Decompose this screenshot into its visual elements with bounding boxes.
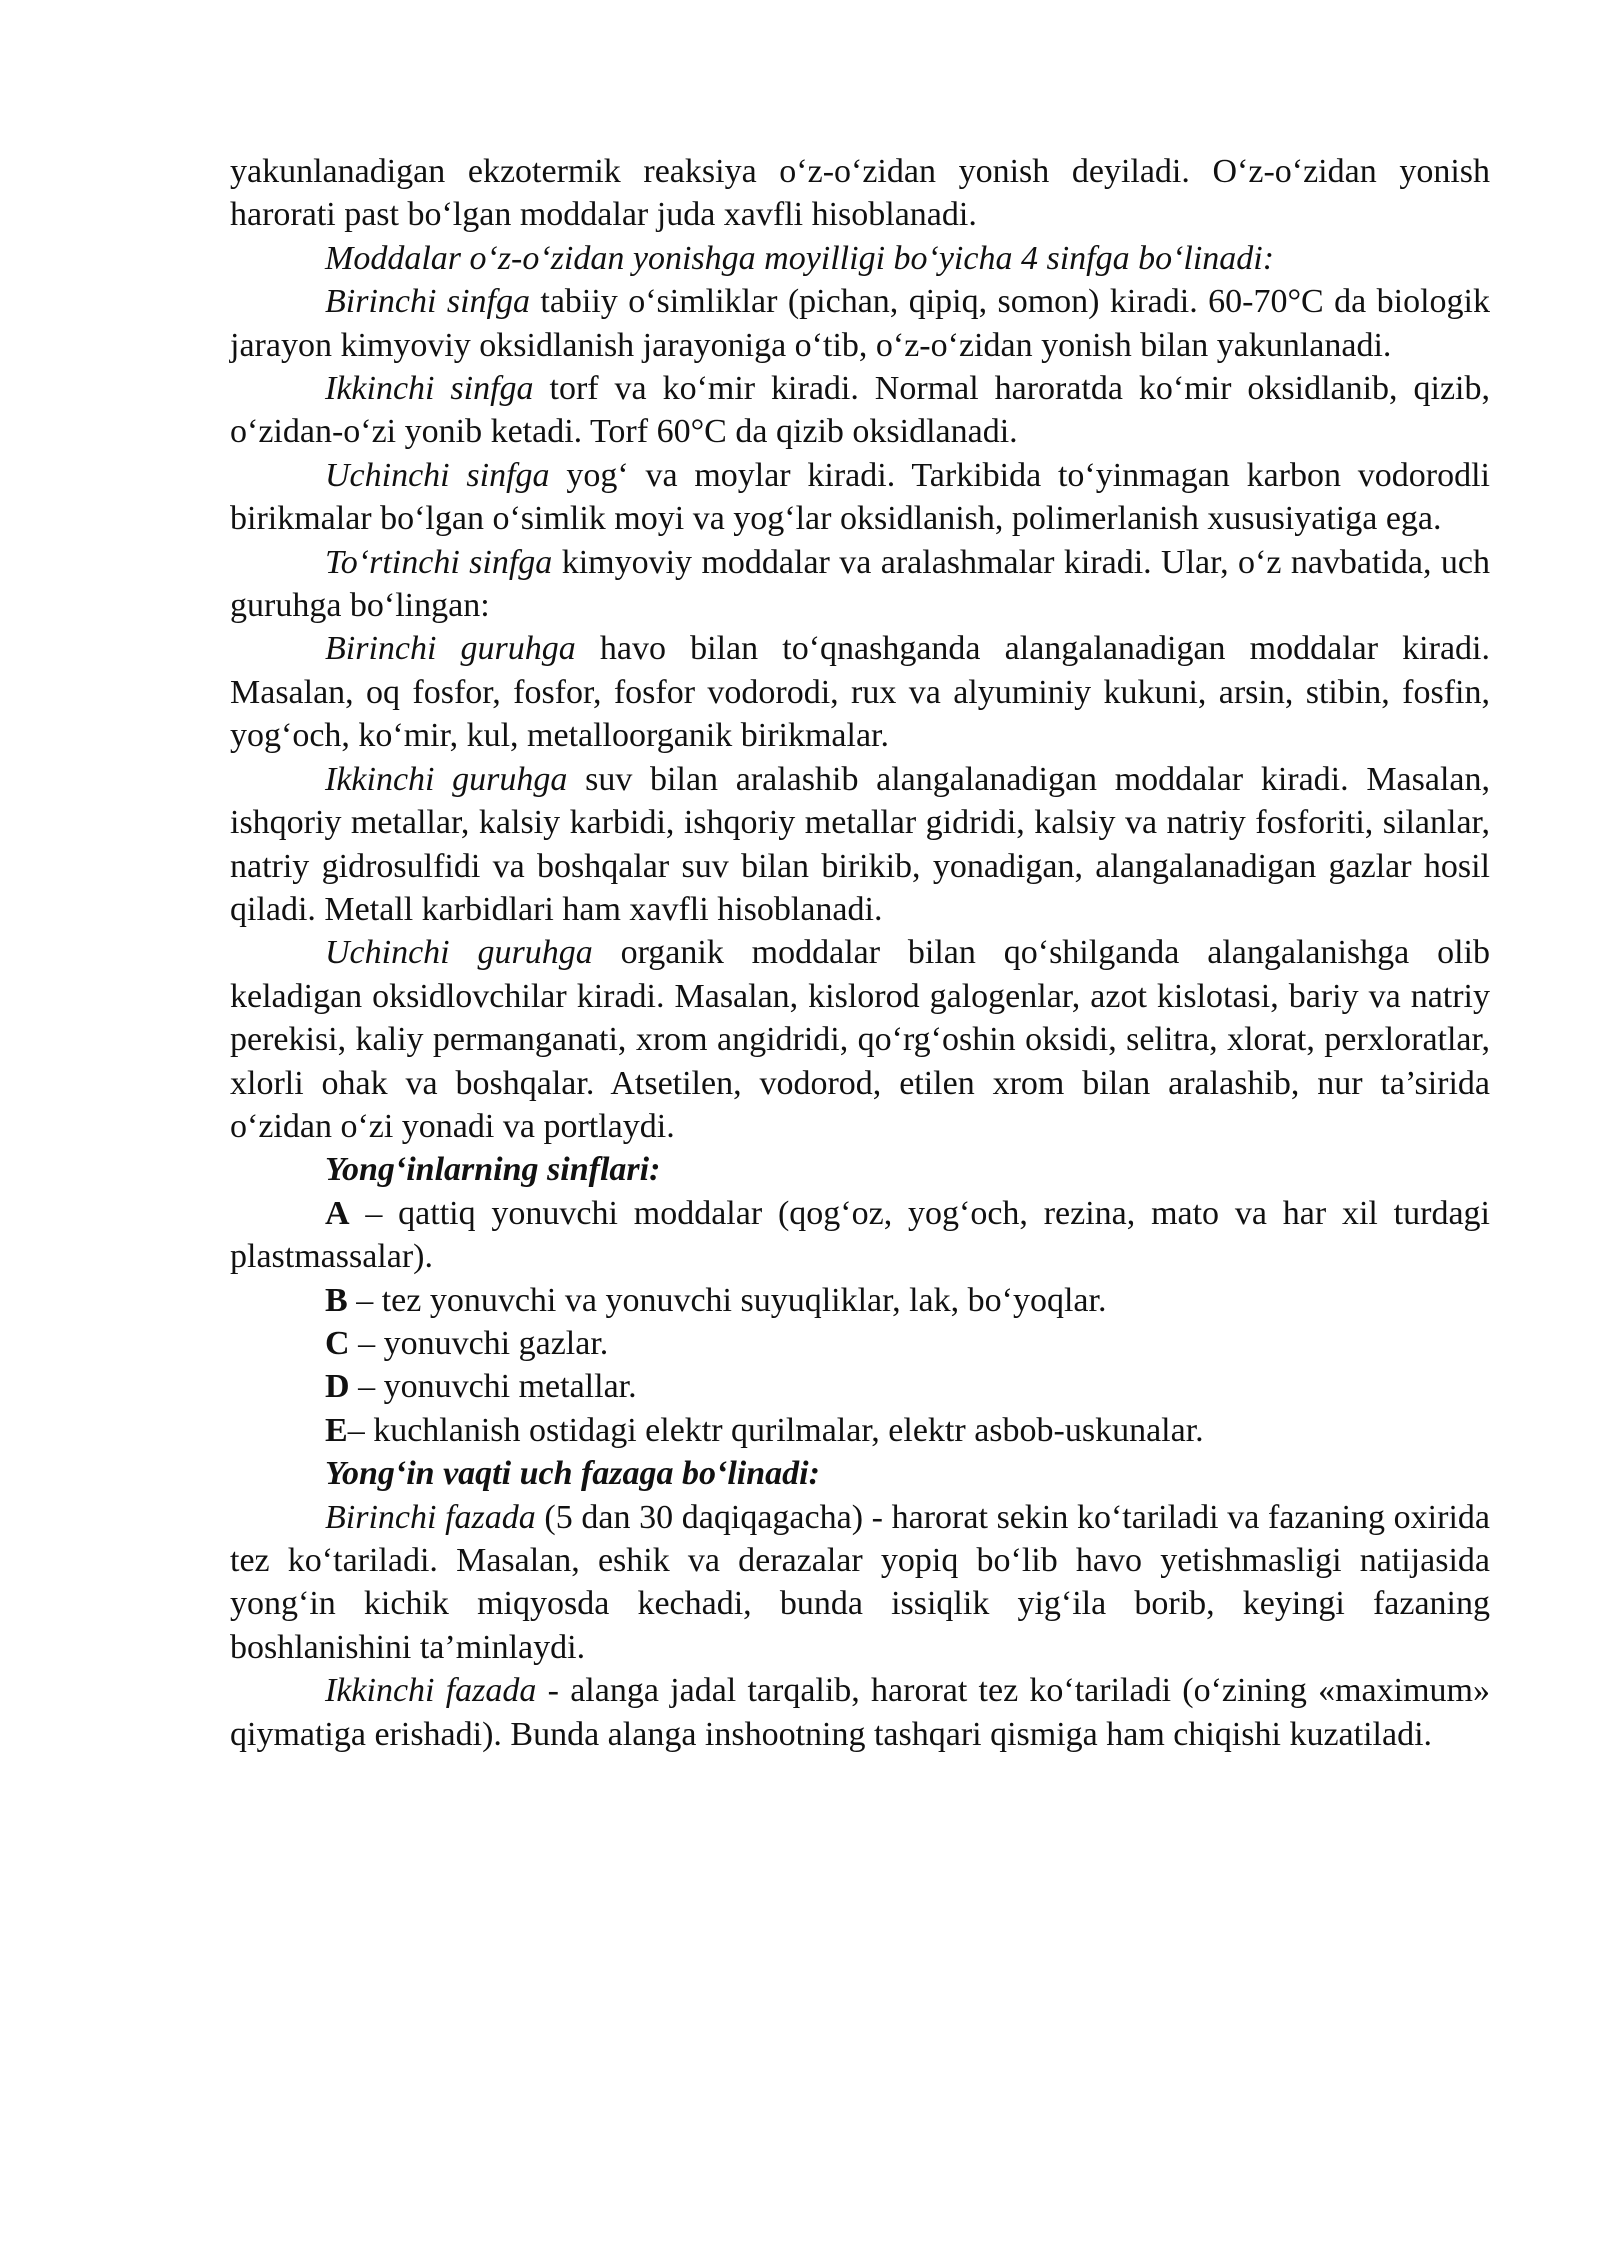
section-heading — [230, 1452, 1490, 1495]
paragraph-lead: To‘rtinchi sinfga — [325, 543, 553, 581]
paragraph-lead: Uchinchi guruhga — [325, 934, 593, 972]
fire-class-item — [230, 1192, 1490, 1279]
fire-class-item — [230, 1365, 1490, 1408]
paragraph-text: organik moddalar bilan qo‘shilganda alangalanishga olib keladigan oksidlovchilar kiradi. Masalan, kislorod galogenlar, azot kislotasi, bariy va natriy perekisi, kaliy permanganati, xrom angidridi, qo‘rg‘oshin oksidi, selitra, xlorat, perxloratlar, xlorli ohak va boshqalar. Atsetilen, vodorod, etilen xrom bilan aralashib, nur ta’sirida o‘zidan o‘zi yonadi va portlaydi. — [230, 934, 1491, 1145]
class-paragraph — [230, 280, 1490, 367]
paragraph-text: (5 dan 30 daqiqagacha) - harorat sekin ko‘tariladi va fazaning oxirida tez ko‘tariladi. Masalan, eshik va derazalar yopiq bo‘lib havo yetishmasligi natijasida yong‘in kichik miqyosda kechadi, bunda issiqlik yig‘ila borib, keyingi fazaning boshlanishini ta’minlaydi. — [230, 1498, 1490, 1666]
fire-class-text: – yonuvchi metallar. — [349, 1368, 637, 1406]
paragraph-lead: Uchinchi sinfga — [325, 456, 550, 494]
fire-class-text: – yonuvchi gazlar. — [349, 1324, 609, 1362]
fire-class-text: – tez yonuvchi va yonuvchi suyuqliklar, lak, bo‘yoqlar. — [347, 1281, 1107, 1319]
paragraph-text: yakunlanadigan ekzotermik reaksiya o‘z-o‘zidan yonish deyiladi. O‘z-o‘zidan yonish harorati past bo‘lgan moddalar juda xavfli hisoblanadi. — [230, 153, 1490, 234]
paragraph-lead: Ikkinchi fazada — [325, 1672, 537, 1710]
paragraph — [230, 150, 1490, 237]
fire-class-text: – qattiq yonuvchi moddalar (qog‘oz, yog‘och, rezina, mato va har xil turdagi plastmassalar). — [230, 1194, 1490, 1276]
group-paragraph — [230, 931, 1490, 1148]
paragraph-lead: Ikkinchi guruhga — [325, 760, 568, 798]
paragraph-text: kimyoviy moddalar va aralashmalar kiradi. Ular, o‘z navbatida, uch guruhga bo‘lingan: — [230, 543, 1490, 625]
fire-class-item — [230, 1279, 1490, 1322]
paragraph-text: yog‘ va moylar kiradi. Tarkibida to‘yinmagan karbon vodorodli birikmalar bo‘lgan o‘simlik moyi va yog‘lar oksidlanish, polimerlanish xususiyatiga ega. — [230, 456, 1490, 538]
fire-class-letter: A — [325, 1194, 350, 1232]
group-paragraph — [230, 758, 1490, 932]
class-paragraph — [230, 367, 1490, 454]
section-intro-text: Moddalar o‘z-o‘zidan yonishga moyilligi bo‘yicha 4 sinfga bo‘linadi: — [325, 239, 1275, 277]
group-paragraph — [230, 627, 1490, 757]
paragraph-lead: Birinchi guruhga — [325, 630, 576, 668]
fire-class-item — [230, 1322, 1490, 1365]
document-page — [230, 150, 1490, 1756]
paragraph-lead: Birinchi fazada — [325, 1498, 536, 1536]
paragraph-text: torf va ko‘mir kiradi. Normal haroratda ko‘mir oksidlanib, qizib, o‘zidan-o‘zi yonib ketadi. Torf 60°C da qizib oksidlanadi. — [230, 370, 1490, 451]
section-heading — [230, 1148, 1490, 1191]
paragraph-lead: Birinchi sinfga — [325, 283, 530, 321]
class-paragraph — [230, 454, 1490, 541]
paragraph-text: - alanga jadal tarqalib, harorat tez ko‘tariladi (o‘zining «maximum» qiymatiga erishadi). Bunda alanga inshootning tashqari qismiga ham chiqishi kuzatiladi. — [230, 1672, 1490, 1753]
phase-paragraph — [230, 1496, 1490, 1670]
fire-class-item — [230, 1409, 1490, 1452]
fire-class-letter: B — [325, 1281, 348, 1319]
section-heading-text: Yong‘in vaqti uch fazaga bo‘linadi: — [325, 1455, 820, 1493]
fire-class-letter: D — [325, 1368, 350, 1406]
paragraph-lead: Ikkinchi sinfga — [325, 370, 534, 408]
section-heading-text: Yong‘inlarning sinflari: — [325, 1151, 661, 1189]
fire-class-text: – kuchlanish ostidagi elektr qurilmalar, elektr asbob-uskunalar. — [347, 1411, 1204, 1449]
section-intro — [230, 237, 1490, 280]
fire-class-letter: E — [325, 1411, 348, 1449]
fire-class-letter: C — [325, 1324, 350, 1362]
paragraph-text: suv bilan aralashib alangalanadigan moddalar kiradi. Masalan, ishqoriy metallar, kalsiy karbidi, ishqoriy metallar gidridi, kalsiy va natriy fosforiti, silanlar, natriy gidrosulfidi va boshqalar suv bilan birikib, yonadigan, alangalanadigan gazlar hosil qiladi. Metall karbidlari ham xavfli hisoblanadi. — [230, 760, 1491, 928]
paragraph-text: tabiiy o‘simliklar (pichan, qipiq, somon) kiradi. 60-70°C da biologik jarayon kimyoviy oksidlanish jarayoniga o‘tib, o‘z-o‘zidan yonish bilan yakunlanadi. — [230, 283, 1490, 364]
class-paragraph — [230, 541, 1490, 628]
paragraph-text: havo bilan to‘qnashganda alangalanadigan moddalar kiradi. Masalan, oq fosfor, fosfor, fosfor vodorodi, rux va alyuminiy kukuni, arsin, stibin, fosfin, yog‘och, ko‘mir, kul, metalloorganik birikmalar. — [230, 630, 1490, 755]
phase-paragraph — [230, 1669, 1490, 1756]
